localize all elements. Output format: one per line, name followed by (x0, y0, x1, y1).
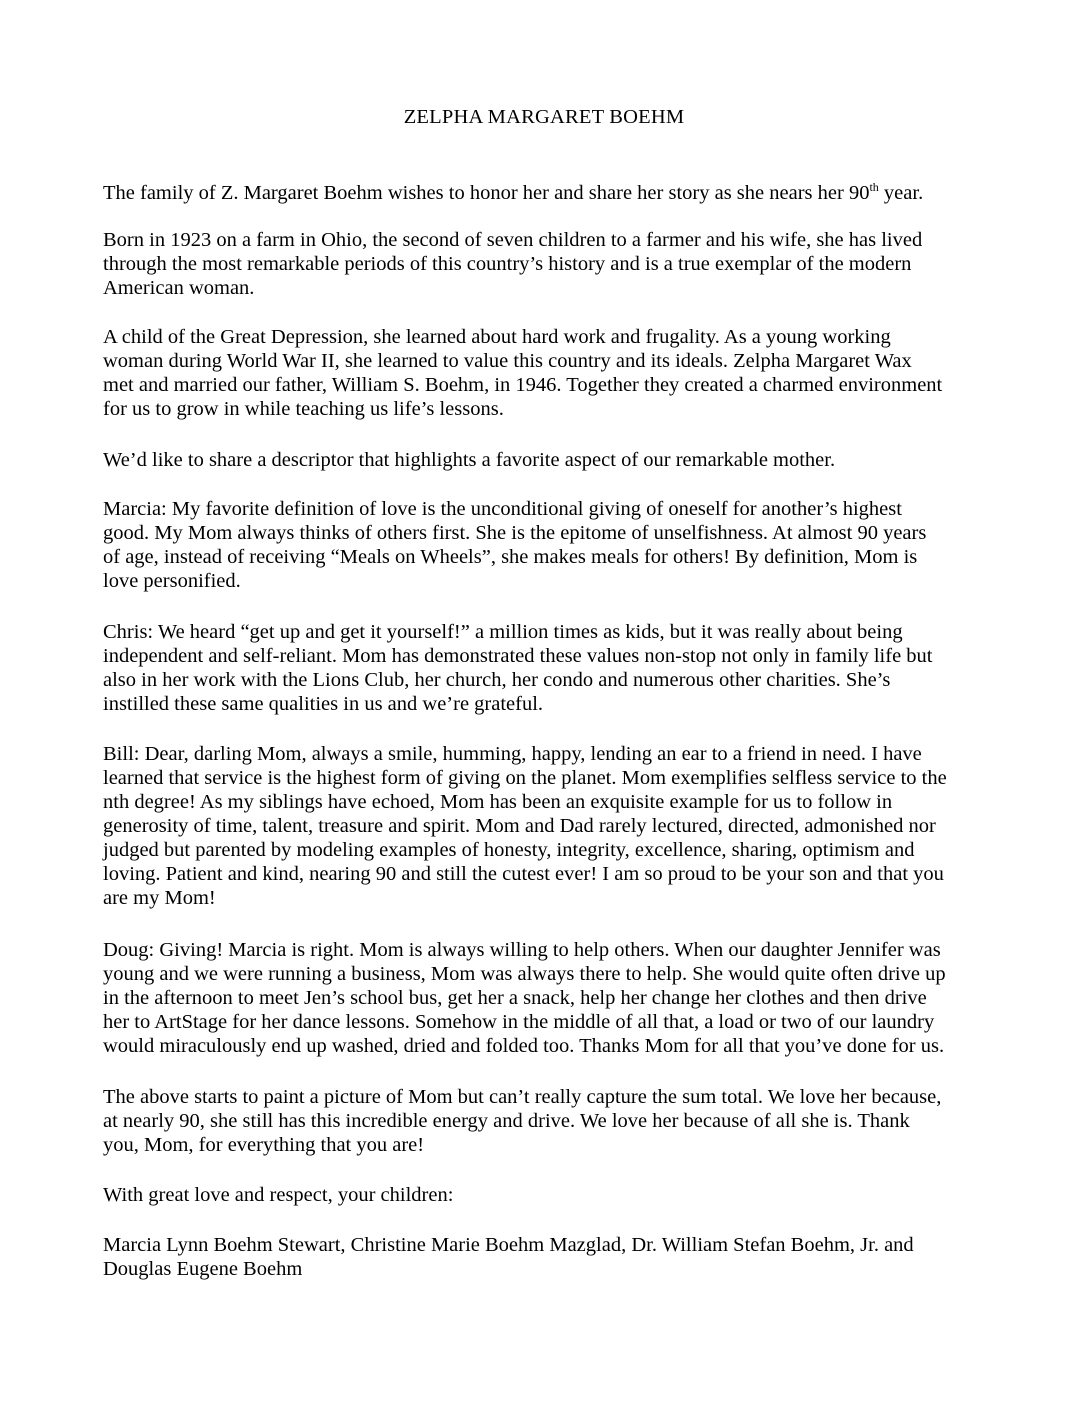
paragraph-closing (103, 1085, 993, 1157)
paragraph-doug (103, 938, 993, 1058)
intro-text: The family of Z. Margaret Boehm wishes to honor her and share her story as she nears her 90 (103, 182, 870, 204)
paragraph-descriptor (103, 448, 993, 472)
ordinal-superscript: th (869, 180, 879, 194)
paragraph: Marcia Lynn Boehm Stewart, Christine Marie Boehm Mazglad, Dr. William Stefan Boehm, Jr. and Douglas Eugene Boehm (103, 1234, 914, 1280)
paragraph-sign-off (103, 1183, 993, 1207)
intro-paragraph (103, 181, 993, 205)
paragraph: With great love and respect, your children: (103, 1184, 454, 1206)
document-title: ZELPHA MARGARET BOEHM (403, 106, 685, 128)
paragraph-children-names (103, 1233, 993, 1281)
paragraph: Bill: Dear, darling Mom, always a smile, humming, happy, lending an ear to a friend in need. I have learned that service is the highest form of giving on the planet. Mom exemplifies selfless service to the nth degree! As my siblings have echoed, Mom has been an exquisite example for us to follow in generosity of time, talent, treasure and spirit. Mom and Dad rarely lectured, directed, admonished nor judged but parented by modeling examples of honesty, integrity, excellence, sharing, optimism and loving. Patient and kind, nearing 90 and still the cutest ever! I am so proud to be your son and that you are my Mom! (103, 743, 947, 909)
paragraph-marcia (103, 497, 993, 593)
paragraph: Chris: We heard “get up and get it yourself!” a million times as kids, but it was really about being independent and self-reliant. Mom has demonstrated these values non-stop not only in family life but also in her work with the Lions Club, her church, her condo and numerous other charities. She’s instilled these same qualities in us and we’re grateful. (103, 621, 933, 715)
paragraph (103, 181, 993, 205)
intro-text-end: year. (878, 182, 924, 204)
paragraph: Born in 1923 on a farm in Ohio, the second of seven children to a farmer and his wife, she has lived through the most remarkable periods of this country’s history and is a true exemplar of the modern American woman. (103, 229, 923, 299)
paragraph: Doug: Giving! Marcia is right. Mom is always willing to help others. When our daughter Jennifer was young and we were running a business, Mom was always there to help. She would quite often drive up in the afternoon to meet Jen’s school bus, get her a snack, help her change her clothes and then drive her to ArtStage for her dance lessons. Somehow in the middle of all that, a load or two of our laundry would miraculously end up washed, dried and folded too. Thanks Mom for all that you’ve done for us. (103, 939, 946, 1057)
paragraph: A child of the Great Depression, she learned about hard work and frugality. As a young working woman during World War II, she learned to value this country and its ideals. Zelpha Margaret Wax met and married our father, William S. Boehm, in 1946. Together they created a charmed environment for us to grow in while teaching us life’s lessons. (103, 326, 943, 420)
paragraph-bill (103, 742, 993, 910)
paragraph-born (103, 228, 993, 300)
paragraph-great-depression (103, 325, 993, 421)
paragraph: The above starts to paint a picture of Mom but can’t really capture the sum total. We love her because, at nearly 90, she still has this incredible energy and drive. We love her because of all she is. Thank you, Mom, for everything that you are! (103, 1086, 942, 1156)
paragraph: We’d like to share a descriptor that highlights a favorite aspect of our remarkable mother. (103, 449, 836, 471)
paragraph-chris (103, 620, 993, 716)
paragraph: Marcia: My favorite definition of love is the unconditional giving of oneself for another’s highest good. My Mom always thinks of others first. She is the epitome of unselfishness. At almost 90 years of age, instead of receiving “Meals on Wheels”, she makes meals for others! By definition, Mom is love personified. (103, 498, 927, 592)
